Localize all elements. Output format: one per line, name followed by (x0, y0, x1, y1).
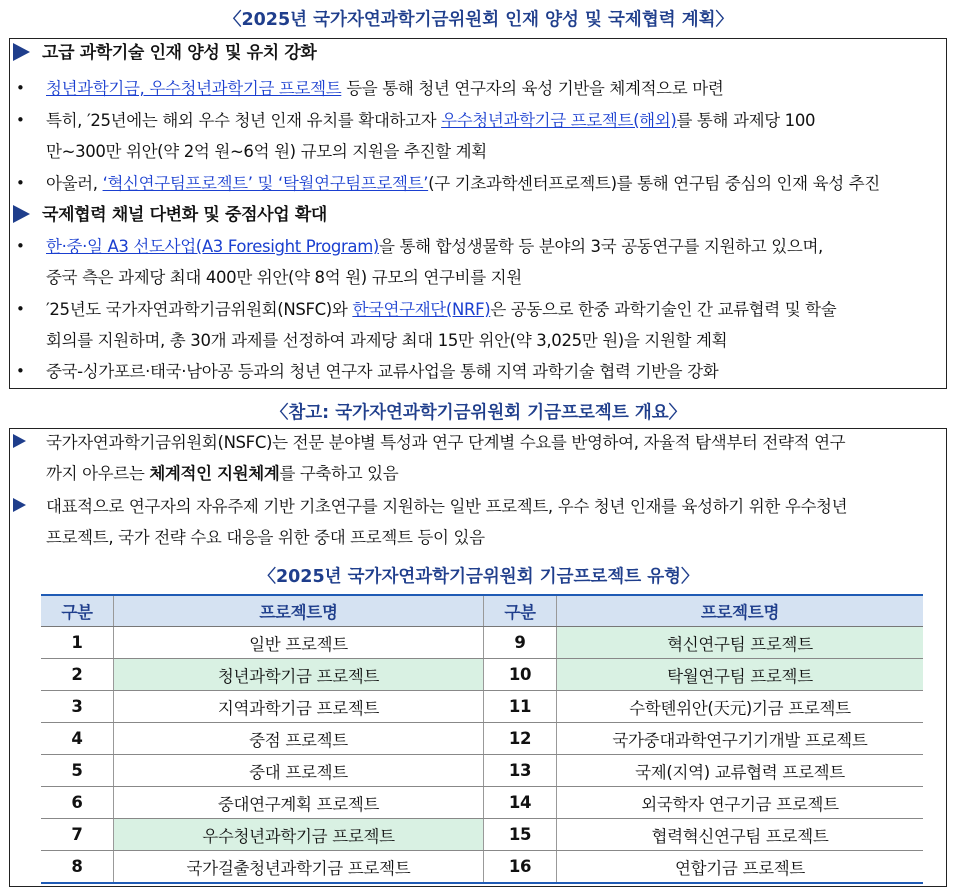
dot-bullet-icon: • (16, 111, 25, 129)
project-type-table (41, 594, 923, 884)
triangle-bullet-icon (13, 434, 26, 448)
row-number: 6 (41, 787, 114, 819)
row-number: 14 (484, 787, 557, 819)
project-name: 국가걸출청년과학기금 프로젝트 (114, 851, 484, 884)
ref-paragraph: 대표적으로 연구자의 자유주제 기반 기초연구를 지원하는 일반 프로젝트, 우수 청년 인재를 육성하기 위한 우수청년 (46, 497, 848, 516)
link-research-team[interactable]: ‘혁신연구팀프로젝트’ 및 ‘탁월연구팀프로젝트’ (102, 174, 429, 193)
row-number: 13 (484, 755, 557, 787)
list-item: ′25년도 국가자연과학기금위원회(NSFC)와 한국연구재단(NRF)은 공동으로 한중 과학기술인 간 교류협력 및 학술 (46, 300, 837, 319)
dot-bullet-icon: • (16, 79, 25, 97)
list-item: 중국-싱가포르·태국·남아공 등과의 청년 연구자 교류사업을 통해 지역 과학기술 협력 기반을 강화 (46, 362, 719, 381)
link-youth-fund[interactable]: 청년과학기금, 우수청년과학기금 프로젝트 (46, 79, 342, 98)
triangle-bullet-icon (13, 205, 30, 223)
link-excellent-youth-overseas[interactable]: 우수청년과학기금 프로젝트(해외) (441, 111, 677, 130)
project-name: 수학톈위안(天元)기금 프로젝트 (557, 691, 924, 723)
project-name: 외국학자 연구기금 프로젝트 (557, 787, 924, 819)
link-nrf[interactable]: 한국연구재단(NRF) (352, 300, 491, 319)
row-number: 1 (41, 627, 114, 659)
row-number: 2 (41, 659, 114, 691)
ref-paragraph-cont: 까지 아우르는 체계적인 지원체계를 구축하고 있음 (46, 464, 399, 483)
row-number: 4 (41, 723, 114, 755)
project-name: 지역과학기금 프로젝트 (114, 691, 484, 723)
project-name: 혁신연구팀 프로젝트 (557, 627, 924, 659)
project-name: 중점 프로젝트 (114, 723, 484, 755)
list-item: 한·중·일 A3 선도사업(A3 Foresight Program)을 통해 합성생물학 등 분야의 3국 공동연구를 지원하고 있으며, (46, 237, 823, 256)
row-number: 7 (41, 819, 114, 851)
table-row (41, 787, 923, 819)
ref-paragraph: 국가자연과학기금위원회(NSFC)는 전문 분야별 특성과 연구 단계별 수요를 반영하여, 자율적 탐색부터 전략적 연구 (46, 433, 846, 452)
table-header: 구분 (41, 595, 114, 627)
dot-bullet-icon: • (16, 362, 25, 380)
table-row (41, 851, 923, 884)
dot-bullet-icon: • (16, 300, 25, 318)
section-heading: 국제협력 채널 다변화 및 중점사업 확대 (42, 205, 327, 225)
list-item-cont: 만~300만 위안(약 2억 원~6억 원) 규모의 지원을 추진할 계획 (46, 142, 487, 161)
triangle-bullet-icon (13, 498, 26, 512)
table-title: 〈2025년 국가자연과학기금위원회 기금프로젝트 유형〉 (258, 567, 699, 587)
row-number: 9 (484, 627, 557, 659)
project-name: 중대 프로젝트 (114, 755, 484, 787)
project-name: 탁월연구팀 프로젝트 (557, 659, 924, 691)
table-header: 구분 (484, 595, 557, 627)
table-row (41, 723, 923, 755)
row-number: 11 (484, 691, 557, 723)
row-number: 12 (484, 723, 557, 755)
row-number: 3 (41, 691, 114, 723)
table-row (41, 691, 923, 723)
dot-bullet-icon: • (16, 174, 25, 192)
triangle-bullet-icon (13, 43, 30, 61)
table-row (41, 819, 923, 851)
row-number: 5 (41, 755, 114, 787)
row-number: 10 (484, 659, 557, 691)
plan-box (9, 38, 947, 389)
table-header: 프로젝트명 (557, 595, 924, 627)
link-a3-foresight[interactable]: 한·중·일 A3 선도사업(A3 Foresight Program) (46, 237, 380, 256)
section-heading: 고급 과학기술 인재 양성 및 유치 강화 (42, 43, 317, 63)
reference-title: 〈참고: 국가자연과학기금위원회 기금프로젝트 개요〉 (270, 403, 687, 423)
dot-bullet-icon: • (16, 237, 25, 255)
row-number: 16 (484, 851, 557, 884)
page-title: 〈2025년 국가자연과학기금위원회 인재 양성 및 국제협력 계획〉 (223, 10, 734, 30)
list-item: 특히, ′25년에는 해외 우수 청년 인재 유치를 확대하고자 우수청년과학기금 프로젝트(해외)를 통해 과제당 100 (46, 111, 816, 130)
row-number: 8 (41, 851, 114, 884)
project-name: 국제(지역) 교류협력 프로젝트 (557, 755, 924, 787)
project-name: 국가중대과학연구기기개발 프로젝트 (557, 723, 924, 755)
project-name: 중대연구계획 프로젝트 (114, 787, 484, 819)
list-item-cont: 회의를 지원하며, 총 30개 과제를 선정하여 과제당 최대 15만 위안(약 3,025만 원)을 지원할 계획 (46, 331, 728, 350)
reference-box (9, 428, 947, 887)
project-name: 협력혁신연구팀 프로젝트 (557, 819, 924, 851)
list-item: 아울러, ‘혁신연구팀프로젝트’ 및 ‘탁월연구팀프로젝트’(구 기초과학센터프로젝트)를 통해 연구팀 중심의 인재 육성 추진 (46, 174, 880, 193)
project-name: 일반 프로젝트 (114, 627, 484, 659)
table-header: 프로젝트명 (114, 595, 484, 627)
list-item: 청년과학기금, 우수청년과학기금 프로젝트 등을 통해 청년 연구자의 육성 기반을 체계적으로 마련 (46, 79, 724, 98)
project-name: 연합기금 프로젝트 (557, 851, 924, 884)
table-row (41, 755, 923, 787)
project-name: 우수청년과학기금 프로젝트 (114, 819, 484, 851)
table-row (41, 627, 923, 659)
table-row (41, 659, 923, 691)
project-name: 청년과학기금 프로젝트 (114, 659, 484, 691)
row-number: 15 (484, 819, 557, 851)
ref-paragraph-cont: 프로젝트, 국가 전략 수요 대응을 위한 중대 프로젝트 등이 있음 (46, 528, 485, 547)
list-item-cont: 중국 측은 과제당 최대 400만 위안(약 8억 원) 규모의 연구비를 지원 (46, 268, 522, 287)
